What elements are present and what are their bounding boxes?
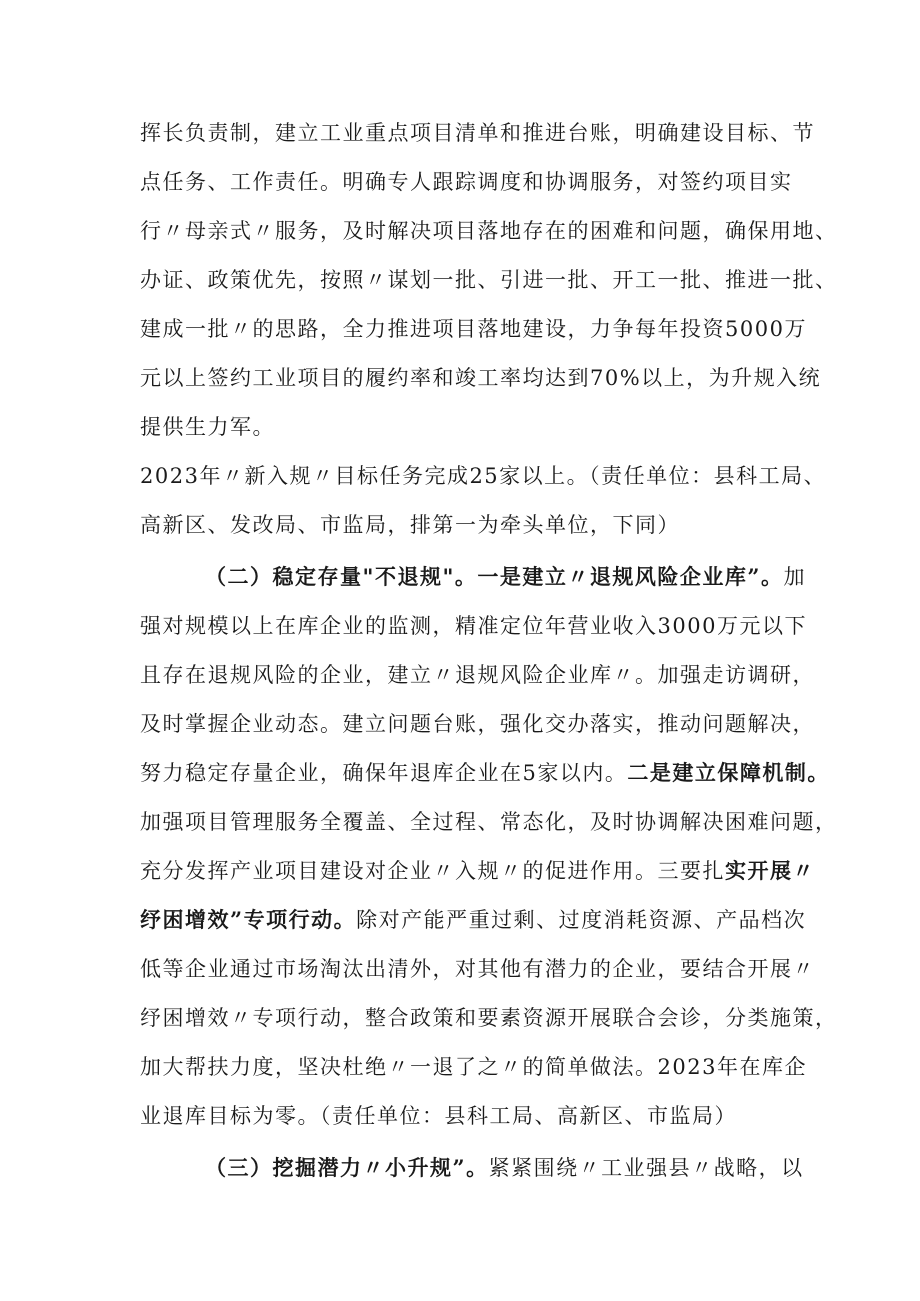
- paragraph-line: 办证、政策优先，按照〃谋划一批、引进一批、开工一批、推进一批、: [140, 268, 838, 292]
- section3-text: 紧紧围绕〃工业强县〃战略，以: [488, 1156, 804, 1180]
- section2-heading: （二）稳定存量"不退规"。一是建立〃退规风险企业库”。: [205, 564, 784, 589]
- paragraph-line: 强对规模以上在库企业的监测，精准定位年营业收入3000万元以下: [140, 614, 807, 638]
- paragraph-line: [140, 758, 830, 788]
- paragraph-line: 点任务、工作责任。明确专人跟踪调度和协调服务，对签约项目实: [140, 170, 793, 194]
- section3-heading: （三）挖掘潜力〃小升规”。: [205, 1155, 489, 1180]
- paragraph-line: 加强项目管理服务全覆盖、全过程、常态化，及时协调解决困难问题，: [140, 810, 838, 834]
- paragraph-line: 纾困增效〃专项行动，整合政策和要素资源开展联合会诊，分类施策，: [140, 1006, 838, 1030]
- paragraph-line: 2023年〃新入规〃目标任务完成25家以上。（责任单位：县科工局、: [140, 464, 827, 488]
- paragraph-line: 高新区、发改局、市监局，排第一为牵头单位，下同）: [140, 513, 680, 537]
- paragraph-text: 充分发挥产业项目建设对企业〃入规〃的促进作用。三要扎: [140, 859, 725, 883]
- section3-heading-line: [205, 1153, 804, 1183]
- paragraph-line: 业退库目标为零。（责任单位：县科工局、高新区、市监局）: [140, 1104, 737, 1128]
- subheading: 二是建立保障机制。: [627, 760, 830, 785]
- paragraph-line: [140, 856, 815, 886]
- paragraph-line: 挥长负责制，建立工业重点项目清单和推进台账，明确建设目标、节: [140, 121, 815, 145]
- subheading: 实开展〃: [725, 858, 815, 883]
- section2-text: 加: [783, 565, 806, 589]
- section2-heading-line: [205, 562, 806, 592]
- paragraph-text: 除对产能严重过剩、过度消耗资源、产品档次: [356, 908, 807, 932]
- paragraph-line: 及时掌握企业动态。建立问题台账，强化交办落实，推动问题解决，: [140, 712, 815, 736]
- paragraph-line: 建成一批〃的思路，全力推进项目落地建设，力争每年投资5000万: [140, 317, 807, 341]
- paragraph-line: 提供生力军。: [140, 415, 275, 439]
- paragraph-line: 加大帮扶力度，坚决杜绝〃一退了之〃的简单做法。2023年在库企: [140, 1055, 807, 1079]
- paragraph-line: [140, 905, 806, 935]
- paragraph-line: 行〃母亲式〃服务，及时解决项目落地存在的困难和问题，确保用地、: [140, 219, 838, 243]
- subheading: 纾困增效”专项行动。: [140, 907, 357, 932]
- paragraph-line: 元以上签约工业项目的履约率和竣工率均达到70%以上，为升规入统: [140, 366, 822, 390]
- paragraph-line: 且存在退规风险的企业，建立〃退规风险企业库〃。加强走访调研，: [140, 663, 815, 687]
- paragraph-line: 低等企业通过市场淘汰出清外，对其他有潜力的企业，要结合开展〃: [140, 957, 815, 981]
- paragraph-text: 努力稳定存量企业，确保年退库企业在5家以内。: [140, 761, 628, 785]
